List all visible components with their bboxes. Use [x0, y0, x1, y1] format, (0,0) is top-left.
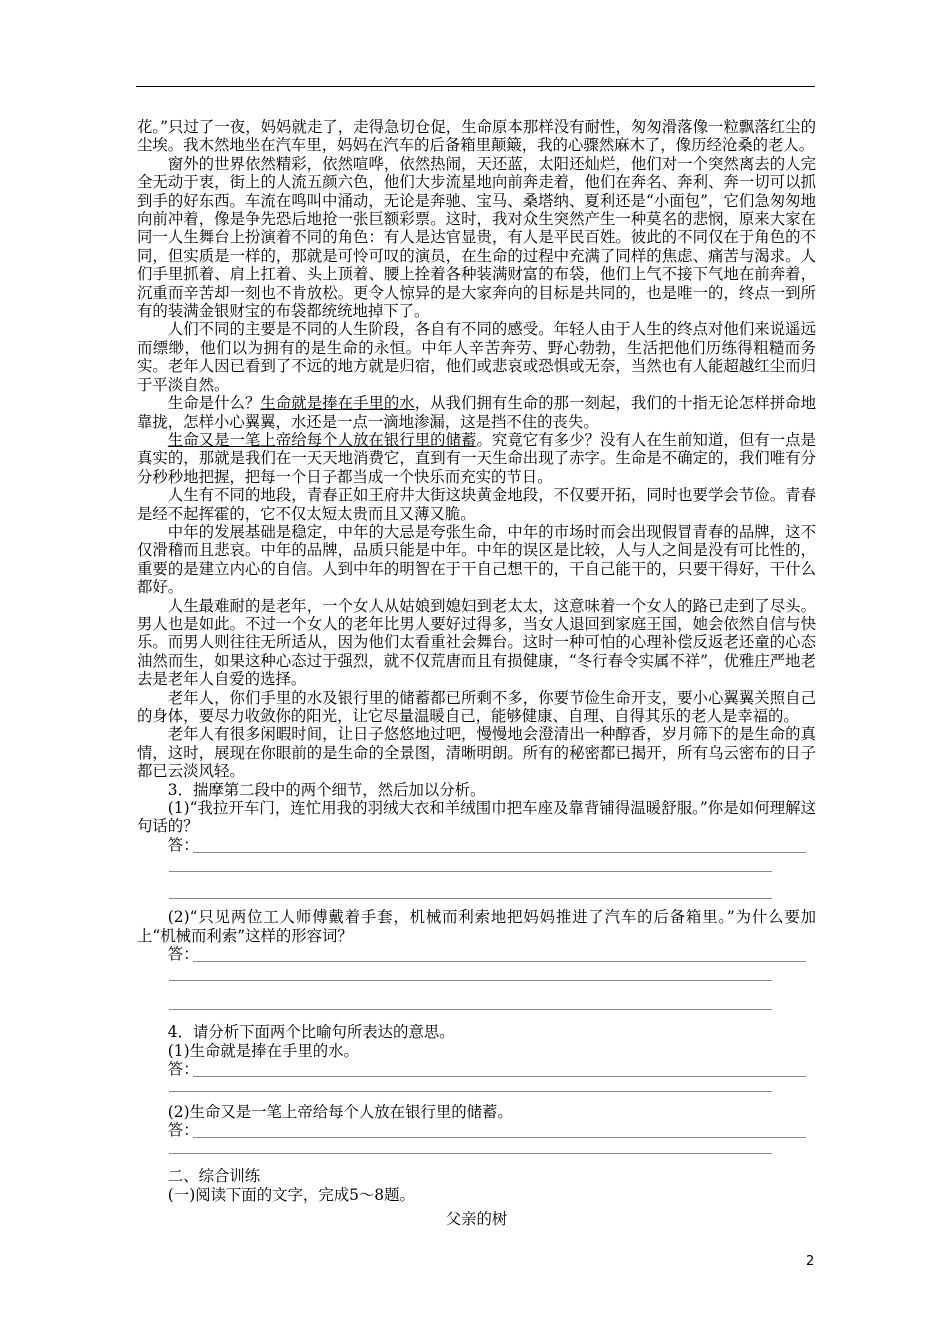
question-4-1: (1)生命就是捧在手里的水。 [167, 1041, 359, 1060]
paragraph-4 [137, 394, 816, 431]
question-3-2: (2)“只见两位工人师傅戴着手套，机械而利索地把妈妈推进了汽车的后备箱里。”为什么要加上“机械而利索”这样的形容词？ [137, 908, 816, 945]
question-4: 4．请分析下面两个比喻句所表达的意思。 [167, 1023, 455, 1042]
page-number: 2 [806, 1254, 815, 1269]
paragraph-6: 人生有不同的地段，青春正如王府井大街这块黄金地段，不仅要开拓，同时也要学会节俭。青春是经不起挥霍的，它不仅太短太贵而且又薄又脆。 [137, 486, 816, 523]
answer-line[interactable] [193, 961, 806, 962]
underlined-metaphor-savings: 生命又是一笔上帝给每个人放在银行里的储蓄 [167, 430, 477, 449]
answer-line[interactable] [169, 1153, 772, 1154]
answer-line[interactable] [169, 1091, 772, 1092]
answer-line-row [137, 963, 816, 997]
paragraph-7: 中年的发展基础是稳定，中年的大忌是夸张生命，中年的市场时而会出现假冒青春的品牌，这不仅滑稽而且悲哀。中年的品牌，品质只能是中年。中年的误区是比较，人与人之间是没有可比性的，重要的是建立内心的自信。人到中年的明智在于干自己想干的，干自己能干的，只要干得好，干什么都好。 [137, 522, 816, 597]
answer-row [137, 945, 816, 963]
answer-line[interactable] [193, 852, 806, 853]
article-title: 父亲的树 [445, 1210, 508, 1229]
answer-line[interactable] [169, 980, 772, 981]
paragraph-3: 人们不同的主要是不同的人生阶段，各自有不同的感受。年轻人由于人生的终点对他们来说遥远而缥缈，他们以为拥有的是生命的永恒。中年人辛苦奔劳、野心勃勃，生活把他们历练得粗糙而务实。老年人因已看到了不远的地方就是归宿，他们或悲哀或恐惧或无奈，当然也有人能超越红尘而归于平淡自然。 [137, 320, 816, 394]
paragraph-2: 窗外的世界依然精彩，依然喧哗，依然热闹，天还蓝，太阳还灿烂，他们对一个突然离去的人完全无动于衷，街上的人流五颜六色，他们大步流星地向前奔走着，他们在奔名、奔利、奔一切可以抓到手的好东西。车流在鸣叫中涌动，无论是奔驰、宝马、桑塔纳、夏利还是“小面包”，它们急匆匆地向前冲着，像是争先恐后地抢一张巨额彩票。这时，我对众生突然产生一种莫名的悲悯，原来大家在同一人生舞台上扮演着不同的角色：有人是达官显贵，有人是平民百姓。彼此的不同仅在于角色的不同，但实质是一样的，那就是可怜可叹的演员，在生命的过程中充满了同样的焦虑、痛苦与渴求。人们手里抓着、肩上扛着、头上顶着、腰上拴着各种装满财富的布袋，他们上气不接下气地在前奔着，沉重而辛苦却一刻也不肯放松。更令人惊异的是大家奔向的目标是共同的，也是唯一的，终点一到所有的装满金银财宝的布袋都统统地掉下了。 [137, 154, 816, 321]
paragraph-5 [137, 431, 816, 486]
question-3: 3．揣摩第二段中的两个细节，然后加以分析。 [167, 780, 486, 799]
underlined-metaphor-water: 生命就是捧在手里的水 [260, 394, 415, 413]
answer-line-row [137, 997, 816, 1023]
answer-line-row [137, 854, 816, 888]
paragraph-4-lead: 生命是什么？ [167, 394, 261, 413]
answer-label: 答： [167, 835, 199, 854]
paragraph-9: 老年人，你们手里的水及银行里的储蓄都已所剩不多，你要节俭生命开支，要小心翼翼关照自己的身体，要尽力收敛你的阳光，让它尽量温暖自己，能够健康、自理、自得其乐的老人是幸福的。 [137, 688, 816, 725]
answer-line-row [137, 1139, 816, 1167]
header-rule [136, 86, 815, 87]
answer-row [137, 1121, 816, 1139]
answer-line[interactable] [193, 1137, 806, 1138]
answer-line-row [137, 888, 816, 908]
paragraph-8: 人生最难耐的是老年，一个女人从姑娘到媳妇到老太太，这意味着一个女人的路已走到了尽头。男人也是如此。不过一个女人的老年比男人要好过得多，当女人退回到家庭王国，她会依然自信与快乐。而男人则往往无所适从，因为他们太看重社会舞台。这时一种可怕的心理补偿反返老还童的心态油然而生，如果这种心态过于强烈，就不仅荒唐而且有损健康，“冬行春令实属不祥”，优雅庄严地老去是老年人自爱的选择。 [137, 596, 816, 689]
answer-row [137, 1060, 816, 1078]
answer-line[interactable] [169, 1009, 772, 1010]
answer-line-row [137, 1079, 816, 1103]
answer-line[interactable] [169, 898, 772, 899]
answer-row [137, 836, 816, 854]
paragraph-4-rest: ，从我们拥有生命的那一刻起，我们的十指无论怎样拼命地靠拢，怎样小心翼翼，水还是一点一滴地渗漏，这是挡不住的丧失。 [137, 394, 816, 431]
answer-label: 答： [167, 1060, 199, 1079]
answer-line[interactable] [193, 1076, 806, 1077]
answer-label: 答： [167, 945, 199, 964]
section-instruction: (一)阅读下面的文字，完成5～8题。 [167, 1185, 415, 1204]
paragraph-1: 花。”只过了一夜，妈妈就走了，走得急切仓促，生命原本那样没有耐性，匆匆滑落像一粒飘落红尘的尘埃。我木然地坐在汽车里，妈妈在汽车的后备箱里颠簸，我的心骤然麻木了，像历经沧桑的老人。 [137, 118, 816, 155]
question-3-1: (1)“我拉开车门，连忙用我的羽绒大衣和羊绒围巾把车座及靠背铺得温暖舒服。”你是如何理解这句话的？ [137, 799, 816, 836]
paragraph-10: 老年人有很多闲暇时间，让日子悠悠地过吧，慢慢地会澄清出一种醇香，岁月筛下的是生命的真情，这时，展现在你眼前的是生命的全景图，清晰明朗。所有的秘密都已揭开，所有乌云密布的日子都已云淡风轻。 [137, 725, 816, 781]
answer-line[interactable] [169, 871, 772, 872]
document-body [137, 118, 816, 1229]
question-4-2: (2)生命又是一笔上帝给每个人放在银行里的储蓄。 [167, 1102, 513, 1121]
section-heading: 二、综合训练 [167, 1167, 261, 1186]
paragraph-5-rest: 。究竟它有多少？没有人在生前知道，但有一点是真实的，那就是我们在一天天地消费它，直到有一天生命出现了赤字。生命是不确定的，我们唯有分分秒秒地把握，把每一个日子都当成一个快乐而充实的节日。 [137, 430, 816, 486]
answer-label: 答： [167, 1121, 199, 1140]
